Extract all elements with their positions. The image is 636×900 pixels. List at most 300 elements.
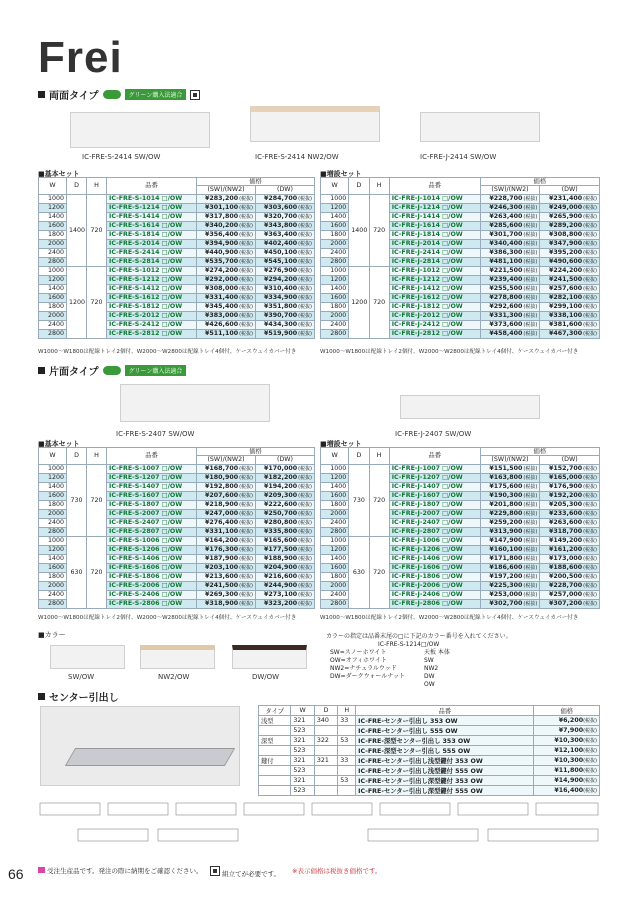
cell-d (314, 726, 337, 736)
cell-h: 33 (338, 716, 356, 726)
color-swatch-dw (232, 645, 307, 669)
cell-w: 1600 (321, 293, 349, 302)
cell-model: IC-FRE-S-2007 □/OW (107, 509, 197, 518)
col-d: D (349, 448, 369, 465)
cell-w: 1400 (321, 284, 349, 293)
drawer-col: 価格 (534, 706, 600, 716)
cell-price-sw: ¥331,300(税抜) (480, 311, 540, 320)
cell-price: ¥11,800(税抜) (534, 766, 600, 776)
cell-w: 2800 (39, 329, 67, 338)
col-h: H (369, 178, 389, 195)
cell-d (314, 786, 337, 796)
caption-d2: IC-FRE-S-2414 NW2/OW (255, 153, 339, 161)
cell-h (338, 726, 356, 736)
cell-price-dw: ¥335,800(税抜) (256, 527, 315, 536)
cell-w: 1400 (321, 212, 349, 221)
cell-model: IC-FRE-J-1207 □/OW (389, 473, 480, 482)
eco-mark-icon (103, 366, 121, 375)
cell-w: 2800 (39, 257, 67, 266)
cell-w: 1400 (39, 212, 67, 221)
cell-w: 1000 (39, 194, 67, 203)
cell-price-sw: ¥340,400(税抜) (480, 239, 540, 248)
caption-c2: NW2/OW (158, 673, 190, 681)
cell-price: ¥14,900(税抜) (534, 776, 600, 786)
cell-model: IC-FRE-S-1014 □/OW (107, 194, 197, 203)
cell-h: 33 (338, 756, 356, 766)
col-name: 品番 (107, 448, 197, 465)
cell-w: 2400 (321, 590, 349, 599)
cell-model: IC-FRE-深型センター引出し 555 OW (356, 746, 534, 756)
cell-model: IC-FRE-S-1606 □/OW (107, 563, 197, 572)
drawer-image (40, 706, 240, 786)
cell-price-dw: ¥318,700(税抜) (540, 527, 600, 536)
cell-price-dw: ¥434,300(税抜) (256, 320, 315, 329)
cell-w: 2800 (321, 329, 349, 338)
cell-model: IC-FRE-S-1407 □/OW (107, 482, 197, 491)
color-swatch-nw2 (140, 645, 215, 669)
col-w: W (39, 178, 67, 195)
cell-price-sw: ¥168,700(税抜) (197, 464, 256, 473)
cell-h (338, 746, 356, 756)
cell-w: 2800 (321, 527, 349, 536)
subtitle-color: ■カラー (38, 631, 66, 639)
cell-price-dw: ¥303,600(税抜) (256, 203, 315, 212)
cell-w: 2400 (321, 518, 349, 527)
cell-price-dw: ¥545,100(税抜) (256, 257, 315, 266)
cell-model: IC-FRE-S-2407 □/OW (107, 518, 197, 527)
cell-price-dw: ¥273,100(税抜) (256, 590, 315, 599)
green-badge: グリーン購入法適合 (125, 89, 187, 100)
col-sw: (SW)/(NW2) (197, 456, 256, 464)
cell-w: 523 (291, 786, 314, 796)
color-code: NW2 (424, 665, 439, 672)
green-badge: グリーン購入法適合 (125, 365, 187, 376)
cell-price-dw: ¥467,300(税抜) (540, 329, 600, 338)
cell-h: 720 (369, 536, 389, 608)
cell-price-dw: ¥177,500(税抜) (256, 545, 315, 554)
cell-price-dw: ¥390,700(税抜) (256, 311, 315, 320)
cell-price-dw: ¥363,400(税抜) (256, 230, 315, 239)
cell-w: 1800 (321, 500, 349, 509)
cell-price-sw: ¥308,000(税抜) (197, 284, 256, 293)
cell-price-dw: ¥519,900(税抜) (256, 329, 315, 338)
cell-model: IC-FRE-S-2014 □/OW (107, 239, 197, 248)
cell-price-dw: ¥165,000(税抜) (540, 473, 600, 482)
table-row (259, 756, 600, 766)
cell-price-dw: ¥231,400(税抜) (540, 194, 600, 203)
cell-price-dw: ¥152,700(税抜) (540, 464, 600, 473)
cell-price-sw: ¥373,600(税抜) (480, 320, 540, 329)
cell-w: 2400 (321, 320, 349, 329)
cell-price-sw: ¥160,100(税抜) (480, 545, 540, 554)
cell-price-sw: ¥190,300(税抜) (480, 491, 540, 500)
cell-price-dw: ¥165,600(税抜) (256, 536, 315, 545)
cell-price-sw: ¥331,100(税抜) (197, 527, 256, 536)
cell-w: 1800 (321, 230, 349, 239)
cell-model: IC-FRE-S-1612 □/OW (107, 293, 197, 302)
cell-d: 1400 (67, 194, 87, 266)
cell-w: 1200 (39, 275, 67, 284)
table-row (39, 464, 315, 473)
cell-model: IC-FRE-S-2012 □/OW (107, 311, 197, 320)
cell-model: IC-FRE-J-2406 □/OW (389, 590, 480, 599)
cell-price-sw: ¥511,100(税抜) (197, 329, 256, 338)
cell-model: IC-FRE-センター引出し深型鍵付 353 OW (356, 776, 534, 786)
cell-price-dw: ¥310,400(税抜) (256, 284, 315, 293)
caption-c1: SW/OW (68, 673, 95, 681)
cell-h: 720 (87, 464, 107, 536)
cell-price-dw: ¥205,300(税抜) (540, 500, 600, 509)
col-d: D (67, 178, 87, 195)
cell-model: IC-FRE-センター引出し浅型鍵付 555 OW (356, 766, 534, 776)
cell-price-dw: ¥188,600(税抜) (540, 563, 600, 572)
drawer-col: D (314, 706, 337, 716)
table-row (321, 194, 600, 203)
cell-d (314, 746, 337, 756)
cell-price-dw: ¥280,800(税抜) (256, 518, 315, 527)
col-w: W (39, 448, 67, 465)
cell-price-sw: ¥313,900(税抜) (480, 527, 540, 536)
cell-price-dw: ¥222,600(税抜) (256, 500, 315, 509)
cell-model: IC-FRE-S-2006 □/OW (107, 581, 197, 590)
cell-model: IC-FRE-J-1607 □/OW (389, 491, 480, 500)
cell-price-dw: ¥228,700(税抜) (540, 581, 600, 590)
cell-price-sw: ¥481,100(税抜) (480, 257, 540, 266)
cell-model: IC-FRE-S-1207 □/OW (107, 473, 197, 482)
note-wiring-4: W1000〜W1800は配線トレイ2個付、W2000〜W2800は配線トレイ4個付、ケースウェイカバー付き (320, 615, 579, 621)
cell-model: IC-FRE-S-1807 □/OW (107, 500, 197, 509)
table-row (259, 786, 600, 796)
eco-mark-icon (103, 90, 121, 99)
cell-w: 321 (291, 716, 314, 726)
cell-model: IC-FRE-J-1012 □/OW (389, 266, 480, 275)
cell-w: 1000 (39, 464, 67, 473)
cell-price-sw: ¥383,000(税抜) (197, 311, 256, 320)
cell-price-dw: ¥233,600(税抜) (540, 509, 600, 518)
table-row (259, 746, 600, 756)
cell-price-dw: ¥402,400(税抜) (256, 239, 315, 248)
cell-w: 2000 (39, 581, 67, 590)
note-wiring-1: W1000〜W1800は配線トレイ2個付、W2000〜W2800は配線トレイ4個付、ケースウェイカバー付き (38, 349, 297, 355)
cell-price-sw: ¥203,100(税抜) (197, 563, 256, 572)
cell-price-sw: ¥458,400(税抜) (480, 329, 540, 338)
color-example-labels: 天板 本体 (424, 649, 450, 656)
cell-model: IC-FRE-J-2806 □/OW (389, 599, 480, 608)
cell-price-sw: ¥318,900(税抜) (197, 599, 256, 608)
cell-price-sw: ¥255,500(税抜) (480, 284, 540, 293)
caption-d1: IC-FRE-S-2414 SW/OW (82, 153, 161, 161)
cell-model: IC-FRE-センター引出し浅型鍵付 353 OW (356, 756, 534, 766)
cell-model: IC-FRE-J-1606 □/OW (389, 563, 480, 572)
col-sw: (SW)/(NW2) (480, 186, 540, 194)
cell-w: 2800 (39, 527, 67, 536)
color-example: IC-FRE-S-1214□/OW (378, 641, 440, 648)
cell-h (338, 766, 356, 776)
cell-model: IC-FRE-J-2807 □/OW (389, 527, 480, 536)
cell-price-sw: ¥292,000(税抜) (197, 275, 256, 284)
square-bullet-icon (38, 91, 45, 98)
cell-h: 720 (369, 194, 389, 266)
cell-model: IC-FRE-センター引出し 555 OW (356, 726, 534, 736)
cell-w: 1600 (39, 491, 67, 500)
table-row (39, 266, 315, 275)
col-h: H (87, 448, 107, 465)
cell-d: 322 (314, 736, 337, 746)
dimension-diagrams (38, 795, 600, 847)
color-legend-item: NW2=ナチュラルウッド (330, 665, 397, 672)
assembly-icon (190, 90, 200, 100)
cell-w: 1200 (39, 473, 67, 482)
desk-image-4 (120, 384, 270, 422)
cell-price-sw: ¥225,300(税抜) (480, 581, 540, 590)
section-drawer (38, 689, 119, 704)
cell-w: 1800 (39, 572, 67, 581)
cell-type: 深型 (259, 736, 291, 746)
cell-model: IC-FRE-J-2407 □/OW (389, 518, 480, 527)
cell-price-dw: ¥323,200(税抜) (256, 599, 315, 608)
cell-type: 浅型 (259, 716, 291, 726)
cell-model: IC-FRE-S-2412 □/OW (107, 320, 197, 329)
cell-w: 321 (291, 776, 314, 786)
cell-model: IC-FRE-J-1212 □/OW (389, 275, 480, 284)
cell-model: IC-FRE-J-2812 □/OW (389, 329, 480, 338)
cell-model: IC-FRE-J-1612 □/OW (389, 293, 480, 302)
cell-price: ¥7,900(税抜) (534, 726, 600, 736)
cell-w: 321 (291, 756, 314, 766)
caption-d3: IC-FRE-J-2414 SW/OW (420, 153, 497, 161)
price-table-double-basic (38, 177, 315, 339)
cell-w: 1200 (39, 203, 67, 212)
cell-model: IC-FRE-J-1007 □/OW (389, 464, 480, 473)
cell-price-dw: ¥209,300(税抜) (256, 491, 315, 500)
cell-price-dw: ¥308,800(税抜) (540, 230, 600, 239)
price-table-single-basic (38, 447, 315, 609)
caption-s2: IC-FRE-J-2407 SW/OW (395, 430, 472, 438)
cell-model: IC-FRE-J-2814 □/OW (389, 257, 480, 266)
cell-price-sw: ¥302,700(税抜) (480, 599, 540, 608)
color-legend-item: OW=オフィホワイト (330, 657, 387, 664)
cell-w: 1600 (39, 293, 67, 302)
cell-w: 1400 (39, 554, 67, 563)
col-price: 価格 (197, 178, 315, 186)
cell-w: 1600 (321, 221, 349, 230)
cell-price-sw: ¥186,600(税抜) (480, 563, 540, 572)
cell-price-sw: ¥331,400(税抜) (197, 293, 256, 302)
cell-price-dw: ¥263,600(税抜) (540, 518, 600, 527)
cell-price-dw: ¥289,200(税抜) (540, 221, 600, 230)
cell-w: 523 (291, 726, 314, 736)
subtitle-add-1: ■増設セット (320, 170, 362, 178)
cell-d: 730 (67, 464, 87, 536)
cell-model: IC-FRE-J-1014 □/OW (389, 194, 480, 203)
cell-price-sw: ¥301,700(税抜) (480, 230, 540, 239)
cell-price-dw: ¥450,100(税抜) (256, 248, 315, 257)
cell-price-dw: ¥257,600(税抜) (540, 284, 600, 293)
cell-price-dw: ¥395,200(税抜) (540, 248, 600, 257)
cell-w: 2000 (321, 311, 349, 320)
cell-price-sw: ¥218,900(税抜) (197, 500, 256, 509)
cell-price-sw: ¥175,600(税抜) (480, 482, 540, 491)
made-to-order-icon (38, 867, 45, 873)
cell-d: 1200 (67, 266, 87, 338)
cell-price-dw: ¥490,600(税抜) (540, 257, 600, 266)
cell-price-dw: ¥176,900(税抜) (540, 482, 600, 491)
cell-price-dw: ¥294,200(税抜) (256, 275, 315, 284)
cell-d: 340 (314, 716, 337, 726)
cell-price-sw: ¥356,400(税抜) (197, 230, 256, 239)
subtitle-basic-1: ■基本セット (38, 170, 80, 178)
cell-model: IC-FRE-S-1214 □/OW (107, 203, 197, 212)
cell-h (338, 786, 356, 796)
cell-price-sw: ¥229,800(税抜) (480, 509, 540, 518)
color-code: DW (424, 673, 435, 680)
drawer-col: 品番 (356, 706, 534, 716)
cell-price-sw: ¥345,400(税抜) (197, 302, 256, 311)
cell-w: 1600 (39, 563, 67, 572)
section-drawer-title: センター引出し (49, 693, 119, 704)
cell-price-dw: ¥338,100(税抜) (540, 311, 600, 320)
cell-w: 2400 (321, 248, 349, 257)
cell-price-sw: ¥301,100(税抜) (197, 203, 256, 212)
cell-d (314, 776, 337, 786)
cell-model: IC-FRE-S-2807 □/OW (107, 527, 197, 536)
cell-model: IC-FRE-J-1214 □/OW (389, 203, 480, 212)
cell-price-dw: ¥276,900(税抜) (256, 266, 315, 275)
cell-price-sw: ¥180,900(税抜) (197, 473, 256, 482)
cell-w: 1000 (321, 266, 349, 275)
cell-model: IC-FRE-J-1006 □/OW (389, 536, 480, 545)
dimension-diagram-svg (38, 795, 600, 847)
cell-price-dw: ¥216,600(税抜) (256, 572, 315, 581)
cell-model: IC-FRE-センター引出し深型鍵付 555 OW (356, 786, 534, 796)
cell-w: 1600 (39, 221, 67, 230)
cell-model: IC-FRE-S-1206 □/OW (107, 545, 197, 554)
cell-price-sw: ¥440,900(税抜) (197, 248, 256, 257)
cell-w: 1200 (321, 275, 349, 284)
color-note: カラーの指定は品番末尾の□に下記のカラー番号を入れてください。 (326, 633, 512, 640)
cell-price-dw: ¥299,100(税抜) (540, 302, 600, 311)
cell-model: IC-FRE-S-1607 □/OW (107, 491, 197, 500)
section-double-title: 両面タイプ (49, 91, 99, 102)
cell-w: 523 (291, 746, 314, 756)
table-row (321, 266, 600, 275)
cell-model: IC-FRE-J-1614 □/OW (389, 221, 480, 230)
cell-w: 2000 (39, 509, 67, 518)
cell-price: ¥10,300(税抜) (534, 736, 600, 746)
cell-w: 523 (291, 766, 314, 776)
col-dw: (DW) (256, 186, 315, 194)
cell-price: ¥6,200(税抜) (534, 716, 600, 726)
cell-type (259, 766, 291, 776)
col-h: H (87, 178, 107, 195)
col-d: D (67, 448, 87, 465)
cell-model: IC-FRE-J-1206 □/OW (389, 545, 480, 554)
cell-model: IC-FRE-J-1806 □/OW (389, 572, 480, 581)
footer-made-to-order: 受注生産品です。発注の際に納期をご確認ください。 (38, 866, 203, 875)
cell-price-dw: ¥347,900(税抜) (540, 239, 600, 248)
footer-tax-note: ※表示価格は税抜き価格です。 (292, 867, 382, 875)
cell-d: 630 (349, 536, 369, 608)
cell-price-sw: ¥259,200(税抜) (480, 518, 540, 527)
square-bullet-icon (38, 367, 45, 374)
cell-price-sw: ¥213,600(税抜) (197, 572, 256, 581)
cell-w: 1400 (321, 554, 349, 563)
cell-price-dw: ¥244,900(税抜) (256, 581, 315, 590)
cell-price-sw: ¥176,300(税抜) (197, 545, 256, 554)
col-name: 品番 (389, 448, 480, 465)
col-price: 価格 (480, 178, 599, 186)
cell-w: 1400 (321, 482, 349, 491)
cell-price-sw: ¥246,300(税抜) (480, 203, 540, 212)
col-dw: (DW) (540, 456, 600, 464)
cell-price-sw: ¥292,600(税抜) (480, 302, 540, 311)
cell-model: IC-FRE-センター引出し 353 OW (356, 716, 534, 726)
cell-price-sw: ¥340,200(税抜) (197, 221, 256, 230)
cell-w: 2400 (39, 590, 67, 599)
cell-price-sw: ¥201,800(税抜) (480, 500, 540, 509)
cell-price-sw: ¥164,200(税抜) (197, 536, 256, 545)
cell-model: IC-FRE-S-1412 □/OW (107, 284, 197, 293)
col-dw: (DW) (256, 456, 315, 464)
cell-model: IC-FRE-J-1407 □/OW (389, 482, 480, 491)
cell-model: IC-FRE-J-2014 □/OW (389, 239, 480, 248)
cell-model: IC-FRE-S-1614 □/OW (107, 221, 197, 230)
cell-price-dw: ¥343,800(税抜) (256, 221, 315, 230)
cell-price-sw: ¥253,000(税抜) (480, 590, 540, 599)
cell-h: 720 (369, 464, 389, 536)
section-single-title: 片面タイプ (49, 367, 99, 378)
cell-d: 321 (314, 756, 337, 766)
cell-model: IC-FRE-S-2806 □/OW (107, 599, 197, 608)
cell-w: 2400 (39, 518, 67, 527)
cell-d: 730 (349, 464, 369, 536)
cell-price-dw: ¥204,900(税抜) (256, 563, 315, 572)
cell-price-sw: ¥239,400(税抜) (480, 275, 540, 284)
drawer-tray (65, 748, 235, 766)
cell-w: 2000 (39, 311, 67, 320)
subtitle-basic-2: ■基本セット (38, 440, 80, 448)
cell-w: 1800 (321, 302, 349, 311)
cell-price-dw: ¥149,200(税抜) (540, 536, 600, 545)
cell-price-dw: ¥351,800(税抜) (256, 302, 315, 311)
cell-price-dw: ¥284,700(税抜) (256, 194, 315, 203)
cell-w: 1800 (39, 500, 67, 509)
desk-image-2 (250, 106, 380, 142)
cell-d: 1200 (349, 266, 369, 338)
col-w: W (321, 178, 349, 195)
table-row (259, 716, 600, 726)
cell-w: 2000 (321, 509, 349, 518)
cell-h: 720 (87, 194, 107, 266)
drawer-col: H (338, 706, 356, 716)
cell-w: 1800 (39, 302, 67, 311)
cell-price: ¥16,400(税抜) (534, 786, 600, 796)
col-name: 品番 (389, 178, 480, 195)
table-row (39, 194, 315, 203)
cell-w: 1600 (321, 563, 349, 572)
cell-h: 53 (338, 776, 356, 786)
cell-model: IC-FRE-S-1814 □/OW (107, 230, 197, 239)
drawer-table (258, 705, 600, 796)
cell-w: 1800 (39, 230, 67, 239)
cell-price-sw: ¥285,600(税抜) (480, 221, 540, 230)
cell-price-dw: ¥334,900(税抜) (256, 293, 315, 302)
col-sw: (SW)/(NW2) (480, 456, 540, 464)
col-h: H (369, 448, 389, 465)
footer-assembly: 組立てが必要です。 (210, 866, 280, 878)
cell-price: ¥12,100(税抜) (534, 746, 600, 756)
cell-price-dw: ¥282,100(税抜) (540, 293, 600, 302)
